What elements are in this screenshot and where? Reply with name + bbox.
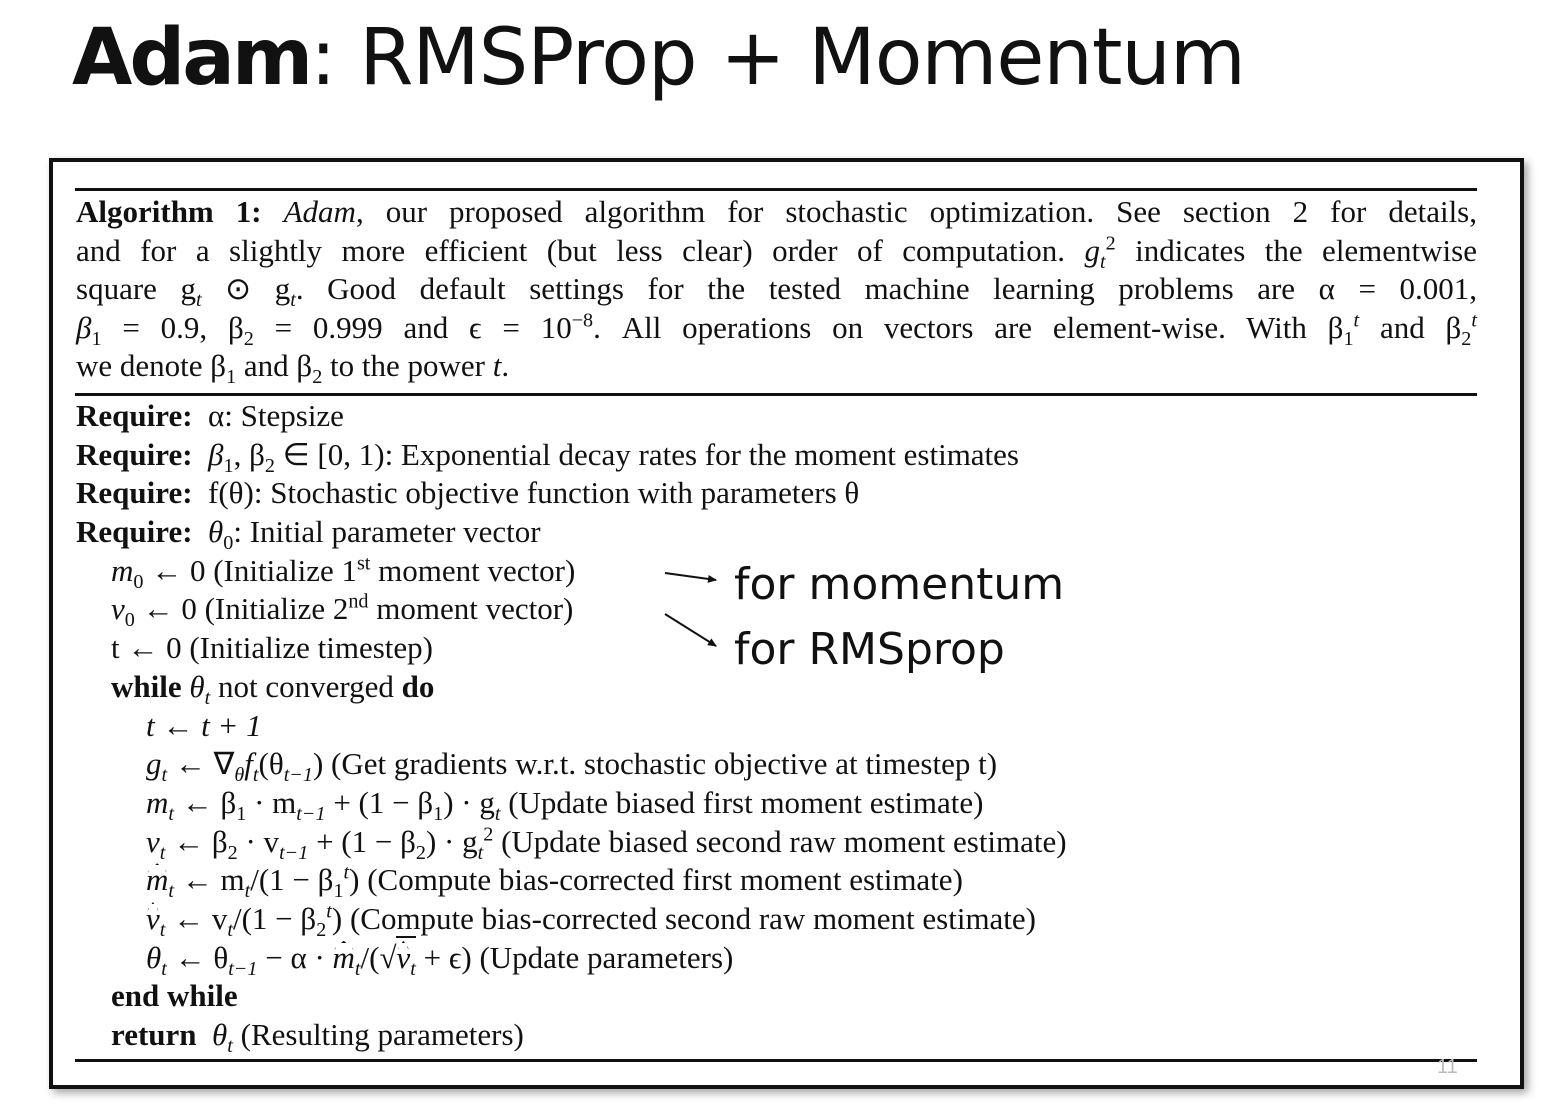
init-timestep: t ← 0 (Initialize timestep)	[111, 630, 433, 666]
algorithm-label: Algorithm 1:	[76, 194, 262, 229]
require-initial-vector: Require: $\theta_0$: Initial parameter vector	[76, 514, 541, 555]
algorithm-caption	[76, 193, 1477, 389]
require-objective: Require: f(θ): Stochastic objective function with parameters θ	[76, 475, 860, 511]
step-second-moment: $v_t$ ← $\beta_2 \cdot v_{t-1} + (1 - \beta_2) \cdot g_t^2$ (Update biased second raw moment estimate)	[146, 823, 1067, 864]
caption-line-3: square $g_t$ ⊙ $g_t$. Good default settings for the tested machine learning problems are α = 0.001,	[76, 271, 1477, 312]
init-second-moment: $v_0$ ← 0 (Initialize 2nd moment vector)	[111, 591, 574, 632]
require-decay-rates: Require: $\beta_1$, $\beta_2$ ∈ [0, 1): Exponential decay rates for the moment estimates	[76, 436, 1019, 477]
caption-line-4: $\beta_1 = 0.9$, $\beta_2 = 0.999$ and $\epsilon = 10^{-8}$. All operations on vectors are element-wise. With $\beta_1^t$ and $\beta_2^t$	[76, 309, 1477, 350]
caption-line-2: and for a slightly more efficient (but less clear) order of computation. $g_t^2$ indicates the elementwise	[76, 232, 1477, 273]
while-loop-header: while $\theta_t$ not converged do	[111, 668, 435, 709]
annotation-rmsprop: for RMSprop	[734, 624, 1005, 675]
page-number: 11	[1437, 1056, 1458, 1078]
top-rule	[75, 188, 1477, 191]
annotation-momentum: for momentum	[734, 559, 1065, 610]
step-update-parameters: $\theta_t$ ← $\theta_{t-1} - \alpha \cdot m_t/(√v_t + \epsilon)$ (Update parameters)	[76, 939, 1477, 978]
title-bold: Adam	[72, 13, 311, 103]
caption-line-5: we denote $\beta_1$ and $\beta_2$ to the power t.	[76, 348, 510, 389]
step-gradient: $g_t$ ← $\nabla_\theta f_t(\theta_{t-1})$ (Get gradients w.r.t. stochastic objective at timestep t)	[146, 746, 998, 787]
algorithm-body	[76, 397, 1477, 1058]
init-first-moment: $m_0$ ← 0 (Initialize 1st moment vector)	[111, 552, 576, 593]
step-first-moment: $m_t$ ← $\beta_1 \cdot m_{t-1} + (1 - \beta_1) \cdot g_t$ (Update biased first moment estimate)	[146, 784, 984, 826]
bottom-rule	[75, 1059, 1477, 1062]
caption-line-1: Algorithm 1: Adam, our proposed algorithm for stochastic optimization. See section 2 for details,	[76, 194, 1477, 229]
step-bias-corrected-second: $v_t$ ← $v_t/(1 - \beta_2^t)$ (Compute bias-corrected second raw moment estimate)	[146, 900, 1037, 942]
return-line: return $\theta_t$ (Resulting parameters)	[111, 1017, 524, 1058]
end-while: end while	[111, 978, 238, 1014]
title-rest: : RMSProp + Momentum	[310, 13, 1245, 103]
step-increment-t: t ← t + 1	[146, 707, 262, 743]
middle-rule	[75, 393, 1477, 396]
step-bias-corrected-first: $m_t$ ← $m_t/(1 - \beta_1^t)$ (Compute bias-corrected first moment estimate)	[146, 861, 963, 903]
slide-title	[72, 13, 1245, 103]
require-stepsize: Require: α: Stepsize	[76, 398, 344, 433]
